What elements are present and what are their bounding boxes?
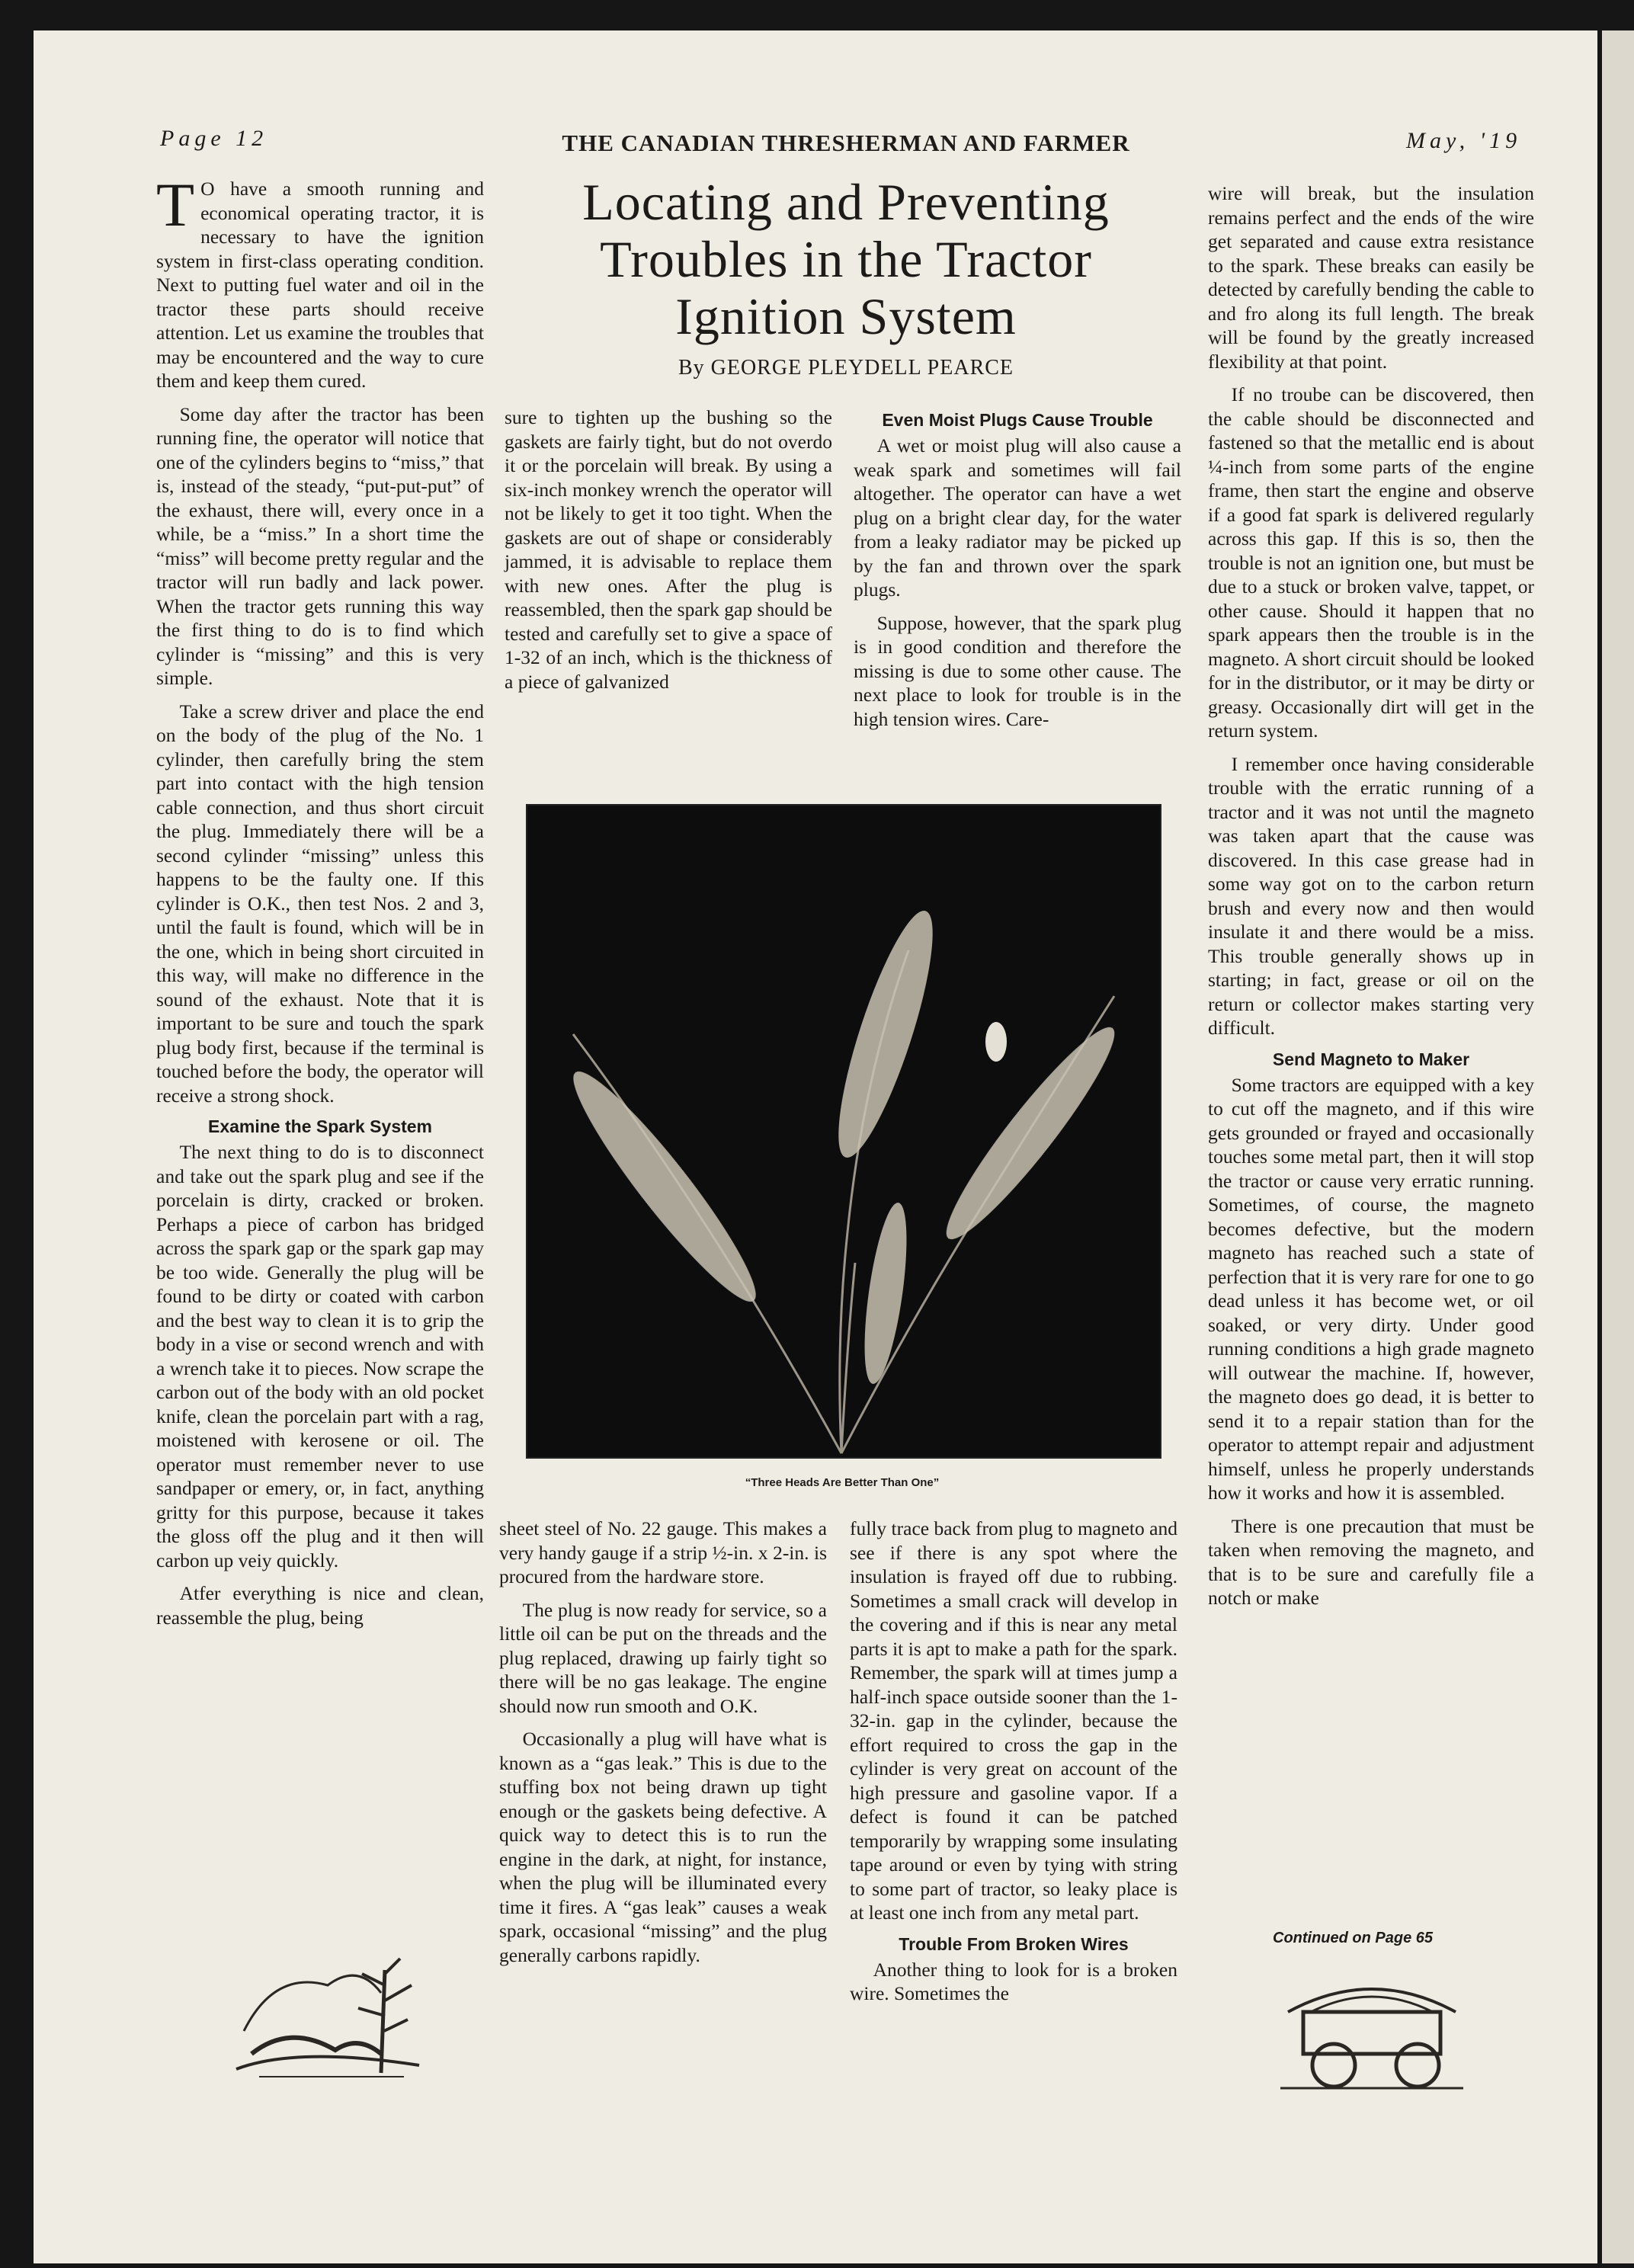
column-3-top: [854, 405, 1181, 740]
section-heading: Trouble From Broken Wires: [899, 1933, 1129, 1954]
wheat-heads-illustration: [527, 806, 1160, 1457]
paragraph: Some day after the tractor has been running fine, the operator will notice that one of the cylinders begins to “miss,” that is, instead of the steady, “put-put-put” of the exhaust, there will, every once in a while, be a “miss.” In a short time the “miss” will become pretty regular and the tractor will run badly and lack power. When the tractor gets running this way the first thing to do is to find which cylinder is “missing” and this is very simple.: [156, 402, 484, 689]
issue-date: May, '19: [1406, 128, 1522, 153]
paragraph: fully trace back from plug to magneto and see if there is any spot where the insulation is frayed off due to rubbing. Sometimes a small crack will develop in the covering and if this is near any metal parts it is apt to make a path for the spark. Remember, the spark will at times jump a half-inch space outside sooner than the 1-32-in. gap in the cylinder, because the effort required to cross the gap in the cylinder is very great on account of the high pressure and gasoline vapor. If a defect is found it can be patched temporarily by wrapping some insulating tape around or even by tying with string to some part of tractor, so leaky place is at least one inch from any metal part.: [850, 1517, 1177, 1924]
paragraph: sheet steel of No. 22 gauge. This makes a very handy gauge if a strip ½-in. x 2-in. is procured from the hardware store.: [499, 1517, 827, 1587]
paragraph: Atfer everything is nice and clean, reassemble the plug, being: [156, 1582, 484, 1629]
drop-cap: T: [156, 170, 195, 239]
photo-caption: “Three Heads Are Better Than One”: [745, 1476, 940, 1489]
title-line-2: Troubles in the Tractor: [600, 230, 1092, 288]
paragraph: If no troube can be discovered, then the cable should be disconnected and fastened so that the metallic end is about ¼-inch from some parts of the engine frame, then start the engine and observe if a good fat spark is delivered regularly across this gap. If this is so, then the trouble is not an ignition one, but must be due to a stuck or broken valve, tappet, or other cause. Should it happen that no spark appears then the trouble is in the magneto. A short circuit should be looked for in the distributor, or it may be dirty or greasy. Occasionally dirt will get in the return system.: [1208, 383, 1534, 742]
wagon-vignette-icon: [1265, 1959, 1479, 2096]
title-line-1: Locating and Preventing: [582, 173, 1110, 231]
section-heading: Even Moist Plugs Cause Trouble: [882, 410, 1153, 430]
section-heading: Send Magneto to Maker: [1272, 1049, 1470, 1069]
paragraph: Suppose, however, that the spark plug is in good condition and therefore the missing is due to some other cause. The next place to look for trouble is in the high tension wires. Care-: [854, 611, 1181, 730]
wheat-heads-photo: [526, 804, 1161, 1459]
paragraph: A wet or moist plug will also cause a weak spark and sometimes will fail altogether. The operator can have a wet plug on a bright clear day, for the water from a leaky radiator may be picked up by the fan and thrown over the spark plugs.: [854, 434, 1181, 601]
paragraph: There is one precaution that must be taken when removing the magneto, and that is to be sure and carefully file a notch or make: [1208, 1514, 1534, 1609]
adjacent-page-edge: [1602, 30, 1634, 2263]
column-3-bottom: [850, 1517, 1177, 2015]
continued-note: Continued on Page 65: [1273, 1930, 1434, 1946]
paragraph: sure to tighten up the bushing so the gaskets are fairly tight, but do not overdo it or the porcelain will break. By using a six-inch monkey wrench the operator will not be likely to get it too tight. When the gaskets are out of shape or considerably jammed, it is advisable to replace them with new ones. After the plug is reassembled, then the spark gap should be tested and carefully set to give a space of 1-32 of an inch, which is the thickness of a piece of galvanized: [505, 406, 832, 693]
paragraph: Occasionally a plug will have what is known as a “gas leak.” This is due to the stuffing box not being drawn up tight enough or the gaskets being defective. A quick way to detect this is to run the engine in the dark, at night, for instance, when the plug will be illuminated every time it fires. A “gas leak” causes a weak spark, occasional “missing” and the plug generally carbons rapidly.: [499, 1728, 827, 1966]
paragraph: Take a screw driver and place the end on the body of the plug of the No. 1 cylinder, then carefully bring the stem part into contact with the high tension cable connection, and thus short circuit the plug. Immediately there will be a second cylinder “missing” unless this happens to be the faulty one. If this cylinder is O.K., then test Nos. 2 and 3, until the fault is found, which will be in the one, which in being short circuited in this way, will make no difference in the sound of the exhaust. Note that it is important to be sure and touch the spark plug body first, because if the terminal is touched before the body, the operator will receive a strong shock.: [156, 700, 484, 1107]
section-heading: Examine the Spark System: [207, 1116, 433, 1136]
paragraph-text: O have a smooth running and economical operating tractor, it is necessary to have the ignition system in first-class operating condition. Next to putting fuel water and oil in the tractor these parts should receive attention. Let us examine the troubles that may be encountered and the way to cure them and keep them cured.: [156, 178, 484, 392]
column-2-bottom: [499, 1517, 827, 1976]
paragraph: The plug is now ready for service, so a little oil can be put on the threads and the plug replaced, drawing up fairly tight so there will be no gas leakage. The engine should now run smooth and O.K.: [499, 1598, 827, 1717]
paragraph: Some tractors are equipped with a key to cut off the magneto, and if this wire gets grounded or frayed and occasionally touches some metal part, then it will stop the tractor or cause very erratic running. Sometimes, of course, the magneto becomes defective, but the modern magneto has reached such a state of perfection that it is very rare for one to go dead unless it has become wet, or oil soaked, or very dirty. Under good running conditions a high grade magneto will outwear the machine. If, however, the magneto does go dead, it is better to send it to a repair station than for the operator to attempt repair and adjustment himself, unless he properly understands how it works and how it is assembled.: [1208, 1073, 1534, 1504]
paragraph: [156, 170, 484, 393]
paragraph: I remember once having considerable trouble with the erratic running of a tractor and it was not until the magneto was taken apart that the cause was discovered. In this case grease had in some way got on to the carbon return brush and every now and then would insulate it and there would be a miss. This trouble generally shows up in starting; in fact, grease or oil on the return or collector makes starting very difficult.: [1208, 752, 1534, 1039]
paragraph: Another thing to look for is a broken wire. Sometimes the: [850, 1958, 1177, 2004]
column-4: [1208, 181, 1534, 1619]
title-line-3: Ignition System: [675, 287, 1017, 345]
byline: By GEORGE PLEYDELL PEARCE: [678, 356, 1014, 380]
paragraph: The next thing to do is to disconnect and take out the spark plug and see if the porcelain is dirty, cracked or broken. Perhaps a piece of carbon has bridged across the spark gap or the spark gap may be too wide. Generally the plug will be found to be dirty or coated with carbon and the best way to clean it is to grip the body in a vise or second wrench and with a wrench take it to pieces. Now scrape the carbon out of the body with an old pocket knife, clean the porcelain part with a rag, moistened with kerosene or oil. The operator must remember never to use sandpaper or emery, or, in fact, anything gritty for this purpose, because it takes the gloss off the plug and it then will carbon up veiy quickly.: [156, 1141, 484, 1571]
page-number: Page 12: [160, 126, 268, 151]
landscape-vignette-icon: [229, 1940, 427, 2084]
paragraph: wire will break, but the insulation remains perfect and the ends of the wire get separated and cause extra resistance to the spark. These breaks can easily be detected by carefully bending the cable to and fro along its full length. The break will be found by the greatly increased flexibility at that point.: [1208, 182, 1534, 373]
column-1: [156, 170, 484, 1639]
column-2-top: [505, 405, 832, 703]
masthead: THE CANADIAN THRESHERMAN AND FARMER: [562, 130, 1130, 156]
article-title: [503, 174, 1189, 345]
